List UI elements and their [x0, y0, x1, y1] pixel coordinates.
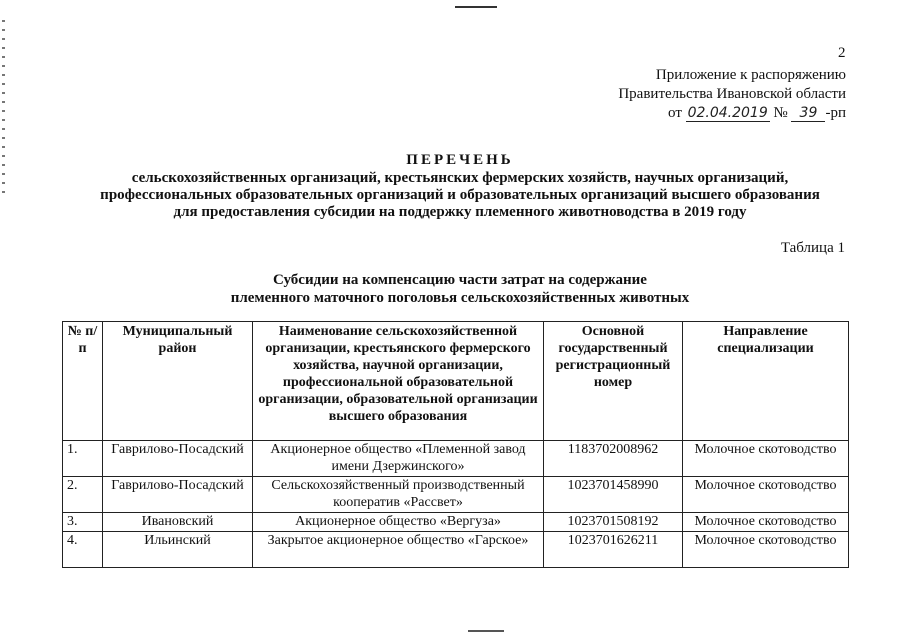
row-ogrn: 1023701626211: [544, 532, 683, 568]
appendix-date-line: [546, 104, 846, 123]
table-label: Таблица 1: [780, 240, 845, 256]
number-suffix: -рп: [825, 105, 846, 121]
header-number: № п/п: [63, 322, 103, 441]
row-organization: Сельскохозяйственный производственный кооператив «Рассвет»: [253, 477, 544, 513]
row-organization: Закрытое акционерное общество «Гарское»: [253, 532, 544, 568]
document-title: ПЕРЕЧЕНЬ: [406, 152, 514, 168]
row-district: Ивановский: [103, 513, 253, 532]
header-district: Муниципальный район: [103, 322, 253, 441]
scan-mark-top: [455, 6, 497, 8]
scan-edge-marks: [2, 20, 5, 200]
header-organization: Наименование сельскохозяйственной организации, крестьянского фермерского хозяйства, научной организации, профессиональной образовательной организации, образовательной организации высшего образования: [253, 322, 544, 441]
subsidy-table: [62, 321, 849, 568]
table-row: [63, 532, 849, 568]
caption-line: Субсидии на компенсацию части затрат на содержание: [273, 272, 647, 288]
date-prefix: от: [668, 105, 682, 121]
table-header-row: [63, 322, 849, 441]
handwritten-date: 02.04.2019: [687, 105, 768, 121]
row-number: 2.: [63, 477, 103, 513]
page-number: 2: [838, 45, 846, 61]
document-subtitle: [60, 170, 860, 221]
row-number: 1.: [63, 441, 103, 477]
appendix-line-2: Правительства Ивановской области: [618, 86, 846, 102]
scan-mark-bottom: [468, 630, 504, 632]
appendix-block: [546, 66, 846, 123]
row-ogrn: 1023701508192: [544, 513, 683, 532]
caption-line: племенного маточного поголовья сельскохозяйственных животных: [230, 290, 690, 306]
row-ogrn: 1023701458990: [544, 477, 683, 513]
table-row: [63, 513, 849, 532]
row-specialization: Молочное скотоводство: [683, 477, 849, 513]
row-organization: Акционерное общество «Вергуза»: [253, 513, 544, 532]
table-caption: [60, 271, 860, 307]
row-specialization: Молочное скотоводство: [683, 513, 849, 532]
row-specialization: Молочное скотоводство: [683, 532, 849, 568]
appendix-line-1: Приложение к распоряжению: [655, 67, 846, 83]
table-row: [63, 441, 849, 477]
handwritten-number: 39: [791, 106, 825, 122]
subtitle-line: сельскохозяйственных организаций, крестьянских фермерских хозяйств, научных организаций,: [131, 170, 789, 186]
row-specialization: Молочное скотоводство: [683, 441, 849, 477]
row-number: 3.: [63, 513, 103, 532]
row-district: Гаврилово-Посадский: [103, 477, 253, 513]
header-specialization: Направление специализации: [683, 322, 849, 441]
row-number: 4.: [63, 532, 103, 568]
table-row: [63, 477, 849, 513]
row-organization: Акционерное общество «Племенной завод имени Дзержинского»: [253, 441, 544, 477]
number-prefix: №: [773, 105, 788, 121]
row-district: Ильинский: [103, 532, 253, 568]
header-ogrn: Основной государственный регистрационный номер: [544, 322, 683, 441]
subtitle-line: профессиональных образовательных организаций и образовательных организаций высшего образования: [100, 187, 820, 203]
row-ogrn: 1183702008962: [544, 441, 683, 477]
row-district: Гаврилово-Посадский: [103, 441, 253, 477]
subtitle-line: для предоставления субсидии на поддержку племенного животноводства в 2019 году: [173, 204, 747, 220]
